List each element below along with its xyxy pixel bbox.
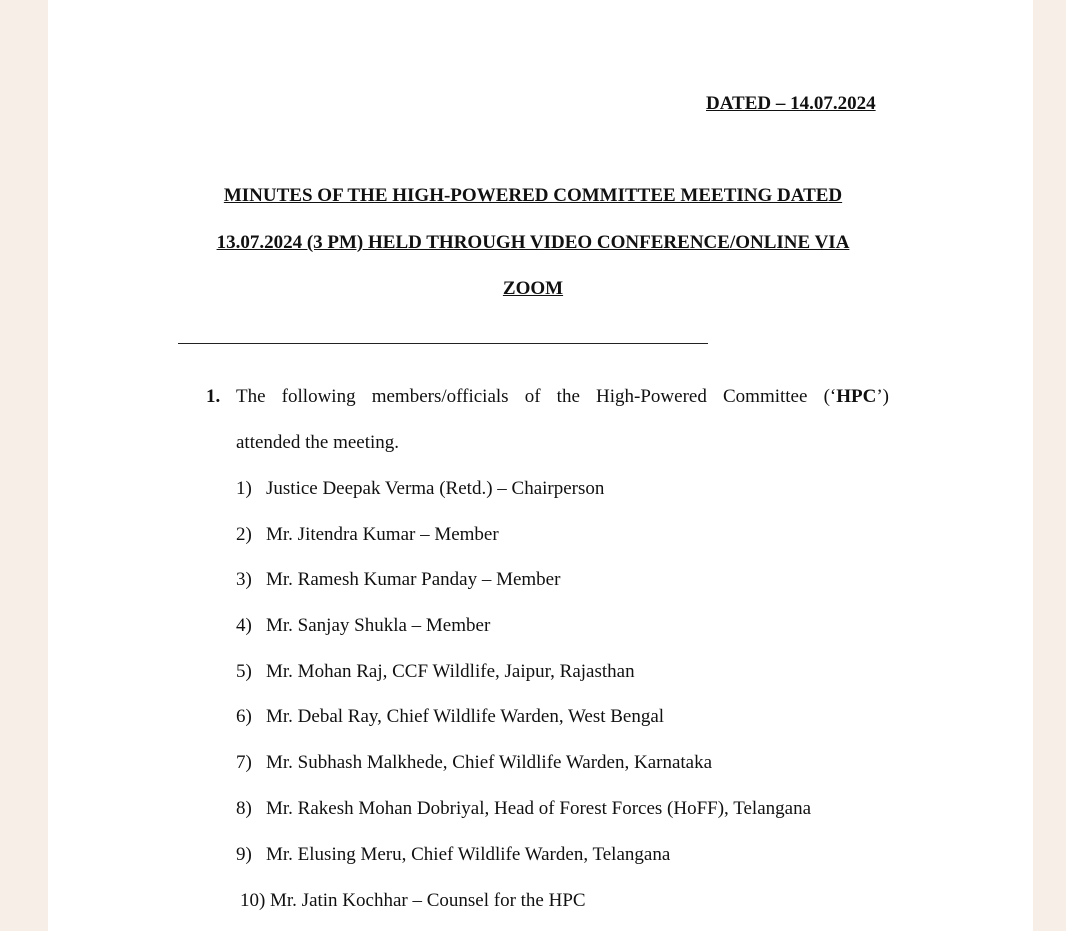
title-line-3: ZOOM <box>502 278 564 299</box>
paragraph-number: 1. <box>206 386 221 407</box>
member-text: Mr. Sanjay Shukla – Member <box>266 615 491 636</box>
paragraph-1-line-1 <box>236 386 889 408</box>
separator-rule <box>178 343 708 344</box>
member-item-7 <box>236 752 712 774</box>
member-number: 8) <box>236 798 252 819</box>
member-text: Mr. Subhash Malkhede, Chief Wildlife Warden, Karnataka <box>266 752 713 773</box>
member-item-3 <box>236 569 560 591</box>
paragraph-1-text-before: The following members/officials of the High-Powered Committee (‘ <box>236 386 837 407</box>
document-date: DATED – 14.07.2024 <box>706 93 876 114</box>
member-number: 4) <box>236 615 252 636</box>
member-item-10 <box>240 890 586 912</box>
member-item-4 <box>236 615 490 637</box>
member-text: Mr. Jatin Kochhar – Counsel for the HPC <box>270 890 586 911</box>
member-text: Mr. Debal Ray, Chief Wildlife Warden, West Bengal <box>266 706 665 727</box>
member-number: 7) <box>236 752 252 773</box>
member-item-6 <box>236 706 664 728</box>
member-text: Mr. Ramesh Kumar Panday – Member <box>266 569 561 590</box>
title-line-1: MINUTES OF THE HIGH-POWERED COMMITTEE MEETING DATED <box>223 185 843 206</box>
member-item-1 <box>236 478 604 500</box>
member-number: 6) <box>236 706 252 727</box>
paragraph-1-text-after: ’) <box>876 386 889 407</box>
member-number: 5) <box>236 661 252 682</box>
member-number: 10) <box>240 890 266 911</box>
member-text: Justice Deepak Verma (Retd.) – Chairperson <box>266 478 605 499</box>
member-number: 3) <box>236 569 252 590</box>
paragraph-1-line-2: attended the meeting. <box>236 432 400 453</box>
member-item-5 <box>236 661 635 683</box>
member-text: Mr. Elusing Meru, Chief Wildlife Warden, Telangana <box>266 844 671 865</box>
member-number: 2) <box>236 524 252 545</box>
member-text: Mr. Jitendra Kumar – Member <box>266 524 499 545</box>
member-text: Mr. Mohan Raj, CCF Wildlife, Jaipur, Rajasthan <box>266 661 635 682</box>
member-item-9 <box>236 844 670 866</box>
member-text: Mr. Rakesh Mohan Dobriyal, Head of Forest Forces (HoFF), Telangana <box>266 798 811 819</box>
paragraph-1-abbr: HPC <box>836 386 877 407</box>
member-number: 9) <box>236 844 252 865</box>
title-line-2: 13.07.2024 (3 PM) HELD THROUGH VIDEO CONFERENCE/ONLINE VIA <box>216 232 850 253</box>
document-page <box>48 0 1033 931</box>
member-item-8 <box>236 798 811 820</box>
member-item-2 <box>236 524 499 546</box>
member-number: 1) <box>236 478 252 499</box>
